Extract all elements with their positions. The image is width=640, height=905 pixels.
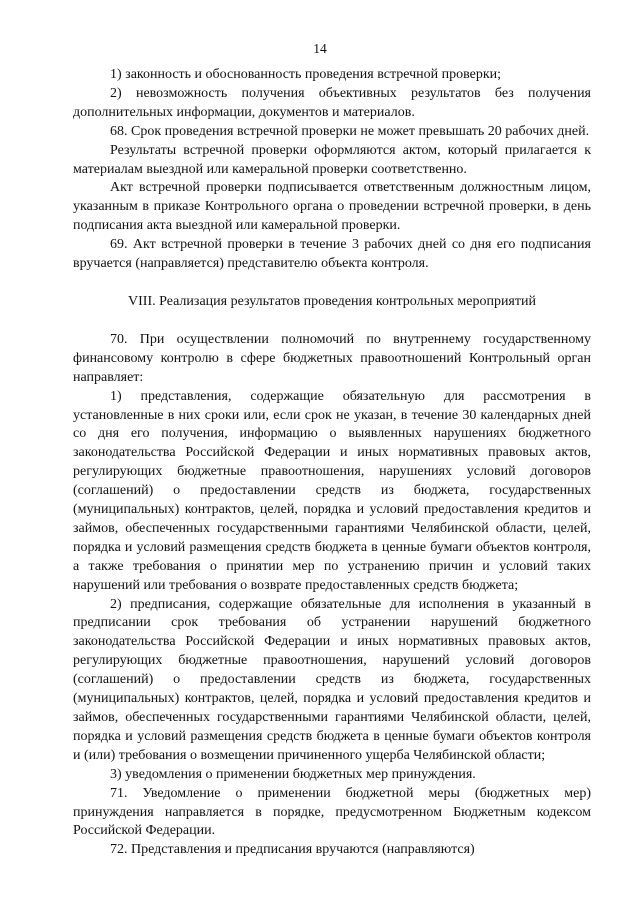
paragraph-70-item-1: 1) представления, содержащие обязательную для рассмотрения в установленные в них сроки или, если срок не указан, в течение 30 календарных дней со дня его получения, информацию о выявленных нарушениях бюджетного законодательства Российской Федерации и иных нормативных правовых актов, регулирующих бюджетные правоотношения, нарушениях условий договоров (соглашений) о предоставлении средств из бюджета, государственных (муниципальных) контрактов, целей, порядка и условий предоставления кредитов и займов, обеспеченных государственными гарантиями Челябинской области, целей, порядка и условий размещения средств бюджета в ценные бумаги объектов контроля, а также требования о принятии мер по устранению причин и условий таких нарушений или требования о возврате предоставленных средств бюджета; [73,388,591,593]
paragraph-69: 69. Акт встречной проверки в течение 3 рабочих дней со дня его подписания вручается (направляется) представителю объекта контроля. [73,237,591,272]
section-heading: VIII. Реализация результатов проведения контрольных мероприятий [128,293,536,309]
paragraph-act-signing: Акт встречной проверки подписывается ответственным должностным лицом, указанным в приказе Контрольного органа о проведении встречной проверки, в день подписания акта выездной или камеральной проверки. [73,180,591,234]
paragraph-item-1: 1) законность и обоснованность проведения встречной проверки; [110,67,502,82]
paragraph-item-2: 2) невозможность получения объективных результатов без получения дополнительных информации, документов и материалов. [73,85,591,120]
page-number: 14 [313,41,327,56]
document-body [73,66,591,860]
paragraph-71: 71. Уведомление о применении бюджетной меры (бюджетных мер) принуждения направляется в порядке, предусмотренном Бюджетным кодексом Российской Федерации. [73,785,591,839]
paragraph-70-item-2: 2) предписания, содержащие обязательные для исполнения в указанный в предписании срок требования об устранении нарушений бюджетного законодательства Российской Федерации и иных нормативных правовых актов, регулирующих бюджетные правоотношения, нарушений условий договоров (соглашений) о предоставлении средств из бюджета, государственных (муниципальных) контрактов, целей, порядка и условий предоставления кредитов и займов, обеспеченных государственными гарантиями Челябинской области, целей, порядка и условий размещения средств бюджета в ценные бумаги объектов контроля и (или) требования о возмещении причиненного ущерба Челябинской области; [73,596,591,763]
paragraph-72: 72. Представления и предписания вручаются (направляются) [110,842,475,858]
paragraph-70-item-3: 3) уведомления о применении бюджетных мер принуждения. [110,766,476,782]
paragraph-68: 68. Срок проведения встречной проверки не может превышать 20 рабочих дней. [110,123,590,139]
paragraph-results: Результаты встречной проверки оформляются актом, который прилагается к материалам выездной или камеральной проверки соответственно. [73,142,591,177]
paragraph-70: 70. При осуществлении полномочий по внутреннему государственному финансовому контролю в сфере бюджетных правоотношений Контрольный орган направляет: [73,331,591,385]
